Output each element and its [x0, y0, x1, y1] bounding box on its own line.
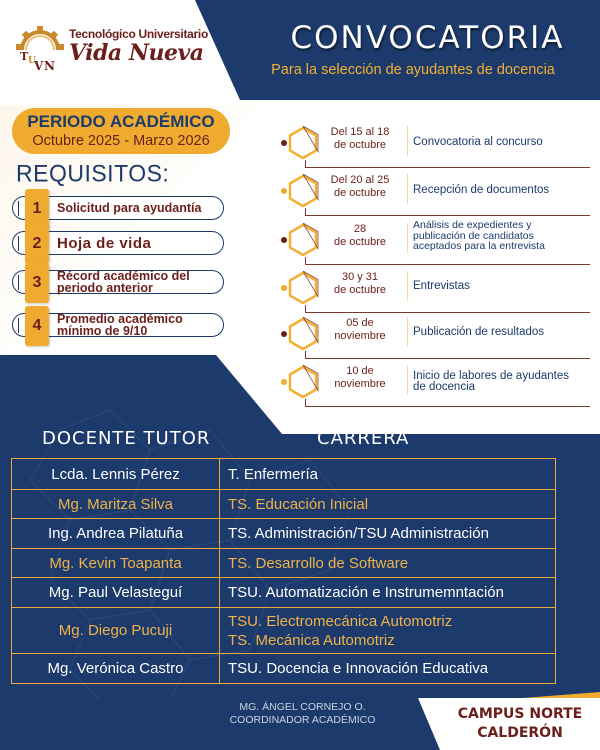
career-name: T. Enfermería [220, 459, 556, 490]
timeline-date: Del 20 al 25 de octubre [330, 174, 390, 199]
page-subtitle: Para la selección de ayudantes de docencia [271, 62, 555, 78]
requirement-text: Hoja de vida [57, 235, 152, 252]
timeline-item [275, 268, 585, 312]
coordinator-role: COORDINADOR ACADÉMICO [229, 714, 376, 726]
requirement-text: Récord académico del periodo anterior [57, 269, 190, 295]
divider [407, 126, 408, 156]
timeline-connector [305, 399, 590, 407]
timeline-label: Inicio de labores de ayudantes de docencia [413, 370, 569, 393]
timeline-date: Del 15 al 18 de octubre [330, 126, 390, 151]
requirement-number: 3 [25, 263, 49, 303]
timeline-connector [305, 160, 590, 168]
timeline-label: Recepción de documentos [413, 184, 550, 196]
hexagon-icon [287, 223, 319, 257]
timeline-connector [305, 208, 590, 216]
tutor-name: Ing. Andrea Pilatuña [12, 519, 220, 549]
hexagon-icon [287, 174, 319, 208]
requirement-item [12, 270, 224, 294]
table-row [12, 490, 556, 519]
tutor-name: Mg. Maritza Silva [12, 490, 220, 519]
timeline-label: Entrevistas [413, 280, 470, 292]
timeline-connector [305, 305, 590, 313]
hexagon-icon [287, 365, 319, 399]
academic-period-dates: Octubre 2025 - Marzo 2026 [32, 133, 210, 149]
requirement-number: 1 [25, 189, 49, 229]
coordinator-name: MG. ÁNGEL CORNEJO O. [239, 701, 366, 713]
tutor-name: Mg. Verónica Castro [12, 654, 220, 684]
divider [18, 318, 19, 333]
timeline-item [275, 171, 585, 215]
tutor-name: Mg. Kevin Toapanta [12, 549, 220, 578]
divider [18, 236, 19, 251]
gear-logo-icon [12, 20, 67, 75]
divider [18, 275, 19, 290]
svg-text:V: V [34, 59, 44, 73]
career-name: TS. Administración/TSU Administración [220, 519, 556, 549]
requirement-text: Solicitud para ayudantía [57, 201, 202, 215]
requirement-item [12, 313, 224, 337]
table-row [12, 654, 556, 684]
divider [407, 271, 408, 301]
requirement-item [12, 231, 224, 255]
timeline-item [275, 123, 585, 167]
career-name: TSU. Automatización e Instrumemntación [220, 578, 556, 608]
timeline-item [275, 314, 585, 358]
campus-label: CAMPUS NORTE CALDERÓN [457, 706, 583, 741]
timeline-item [275, 362, 585, 406]
timeline-connector [305, 257, 590, 265]
column-header-carrera: CARRERA [317, 428, 410, 449]
divider [18, 201, 19, 216]
svg-text:N: N [44, 59, 55, 73]
timeline-label: Publicación de resultados [413, 326, 545, 338]
divider [407, 317, 408, 347]
coordinator-signature [215, 701, 390, 727]
timeline-date: 10 de noviembre [334, 365, 386, 390]
requirements-heading: REQUISITOS: [16, 159, 170, 187]
requirement-number: 4 [25, 306, 49, 346]
timeline-date: 28 de octubre [334, 223, 386, 248]
career-name: TSU. Docencia e Innovación Educativa [220, 654, 556, 684]
column-header-tutor: DOCENTE TUTOR [42, 428, 211, 449]
divider [407, 174, 408, 204]
institution-logo [12, 20, 212, 75]
requirement-number: 2 [25, 224, 49, 264]
divider [407, 365, 408, 395]
hexagon-icon [287, 271, 319, 305]
institution-name-line2: Vida Nueva [69, 40, 204, 66]
tutor-name: Lcda. Lennis Pérez [12, 459, 220, 490]
timeline-label: Convocatoria al concurso [413, 136, 543, 148]
table-row [12, 519, 556, 549]
timeline-label: Análisis de expedientes y publicación de candidatos aceptados para la entrevista [413, 219, 545, 252]
academic-period-badge [12, 108, 230, 154]
career-name: TS. Educación Inicial [220, 490, 556, 519]
timeline-item [275, 220, 585, 264]
table-row [12, 578, 556, 608]
timeline-connector [305, 351, 590, 359]
hexagon-icon [287, 126, 319, 160]
tutor-table [11, 458, 556, 684]
tutor-name: Mg. Diego Pucuji [12, 608, 220, 654]
table-row [12, 459, 556, 490]
svg-text:U: U [28, 56, 36, 66]
divider [407, 223, 408, 253]
institution-name-line1: Tecnológico Universitario [69, 27, 208, 41]
svg-text:T: T [20, 50, 29, 63]
career-name: TSU. Electromecánica Automotriz TS. Mecánica Automotriz [220, 608, 556, 654]
career-name: TS. Desarrollo de Software [220, 549, 556, 578]
requirement-item [12, 196, 224, 220]
requirement-text: Promedio académico mínimo de 9/10 [57, 312, 183, 338]
table-row [12, 549, 556, 578]
hexagon-icon [287, 317, 319, 351]
table-row [12, 608, 556, 654]
tutor-name: Mg. Paul Velasteguí [12, 578, 220, 608]
academic-period-title: PERIODO ACADÉMICO [27, 112, 215, 131]
timeline-date: 05 de noviembre [334, 317, 386, 342]
page-title: CONVOCATORIA [290, 20, 565, 56]
timeline-date: 30 y 31 de octubre [334, 271, 386, 296]
